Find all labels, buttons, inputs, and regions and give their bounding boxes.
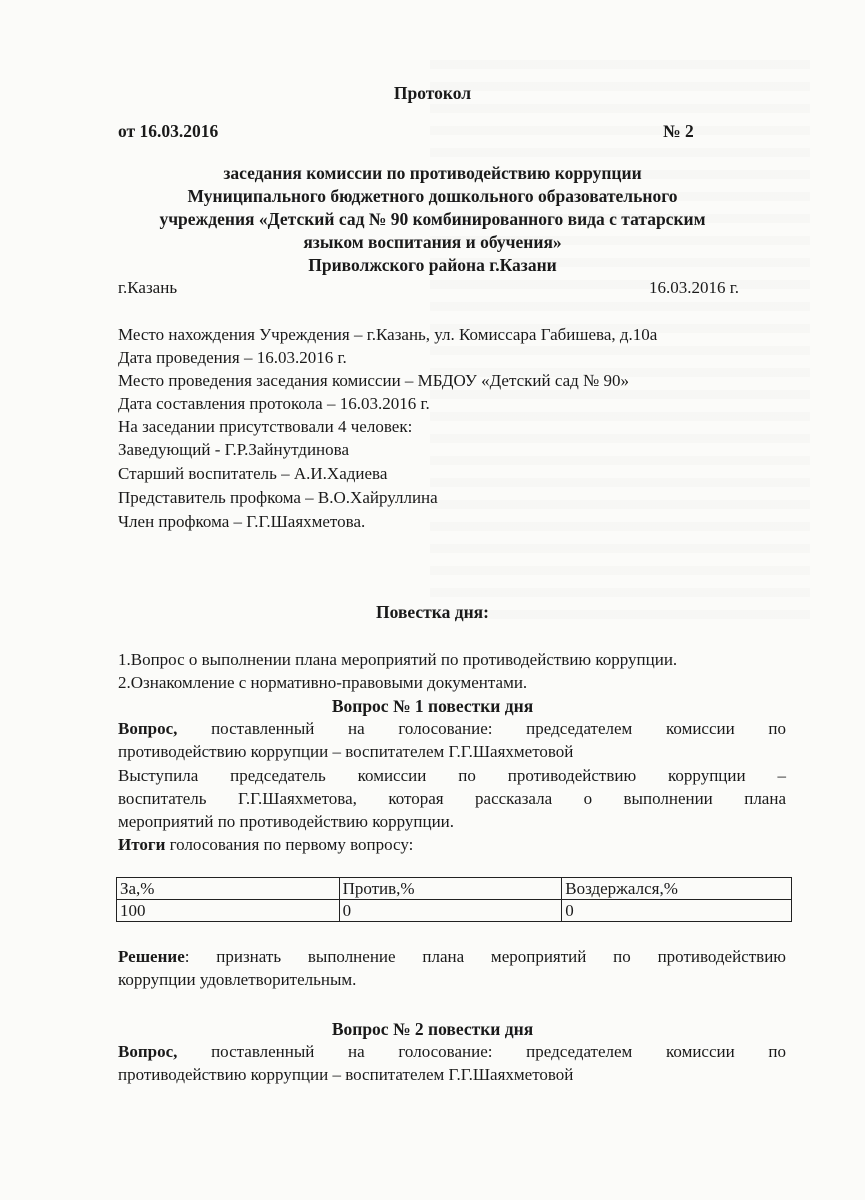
q1-vote-line-1 (118, 718, 786, 741)
value-abstain: 0 (562, 900, 792, 922)
info-attendance: На заседании присутствовали 4 человек: (118, 417, 413, 436)
q1-decision-label: Решение (118, 947, 185, 966)
header-for: За,% (117, 878, 340, 900)
heading-line-1: заседания комиссии по противодействию коррупции (223, 163, 642, 183)
value-against: 0 (339, 900, 562, 922)
q1-decision-line-1 (118, 946, 786, 969)
question-2-title: Вопрос № 2 повестки дня (331, 1019, 534, 1039)
attendee-head: Заведующий - Г.Р.Зайнутдинова (118, 440, 350, 459)
info-meeting-place: Место проведения заседания комиссии – МБДОУ «Детский сад № 90» (118, 371, 630, 390)
question-1-title: Вопрос № 1 повестки дня (331, 696, 534, 716)
q2-vote-line-1 (118, 1041, 786, 1064)
q1-results-line (118, 834, 786, 857)
header-abstain: Воздержался,% (562, 878, 792, 900)
protocol-number: № 2 (663, 121, 694, 141)
attendee-union-rep: Представитель профкома – В.О.Хайруллина (118, 488, 438, 507)
q2-vote-text: поставленный на голосование: председателем комиссии по (177, 1042, 786, 1061)
heading-line-2: Муниципального бюджетного дошкольного образовательного (187, 186, 678, 206)
heading-line-5: Приволжского района г.Казани (308, 255, 557, 275)
info-location: Место нахождения Учреждения – г.Казань, ул. Комиссара Габишева, д.10а (118, 325, 658, 344)
attendee-senior-teacher: Старший воспитатель – А.И.Хадиева (118, 464, 388, 483)
place-date: 16.03.2016 г. (649, 278, 740, 297)
table-row (117, 900, 792, 922)
heading-line-4: языком воспитания и обучения» (303, 232, 562, 252)
header-against: Против,% (339, 878, 562, 900)
q1-speech-line-3: мероприятий по противодействию коррупции. (118, 812, 455, 831)
agenda-title: Повестка дня: (376, 602, 489, 622)
agenda-item-1: 1.Вопрос о выполнении плана мероприятий по противодействию коррупции. (118, 650, 678, 669)
place-city: г.Казань (118, 278, 178, 297)
agenda-item-2: 2.Ознакомление с нормативно-правовыми документами. (118, 673, 528, 692)
q1-results-label: Итоги (118, 835, 166, 854)
q1-results-text: голосования по первому вопросу: (165, 835, 414, 854)
q1-vote-line-2: противодействию коррупции – воспитателем Г.Г.Шаяхметовой (118, 742, 574, 761)
q1-decision-text: : признать выполнение плана мероприятий по противодействию (184, 947, 786, 966)
info-meeting-date: Дата проведения – 16.03.2016 г. (118, 348, 347, 367)
q1-speech-line-1: Выступила председатель комиссии по противодействию коррупции – (118, 766, 786, 785)
q2-vote-line-2: противодействию коррупции – воспитателем Г.Г.Шаяхметовой (118, 1065, 574, 1084)
attendee-union-member: Член профкома – Г.Г.Шаяхметова. (118, 512, 366, 531)
info-protocol-date: Дата составления протокола – 16.03.2016 г. (118, 394, 430, 413)
table-header-row (117, 878, 792, 900)
q1-speech-line-2: воспитатель Г.Г.Шаяхметова, которая рассказала о выполнении плана (118, 789, 786, 808)
value-for: 100 (117, 900, 340, 922)
q1-vote-label: Вопрос, (118, 719, 178, 738)
document-title: Протокол (393, 83, 472, 103)
q2-vote-label: Вопрос, (118, 1042, 178, 1061)
q1-decision-line-2: коррупции удовлетворительным. (118, 970, 357, 989)
heading-line-3: учреждения «Детский сад № 90 комбинированного вида с татарским (159, 209, 706, 229)
vote-results-table (116, 877, 792, 922)
protocol-date: от 16.03.2016 (118, 121, 219, 141)
q1-vote-text: поставленный на голосование: председателем комиссии по (177, 719, 786, 738)
